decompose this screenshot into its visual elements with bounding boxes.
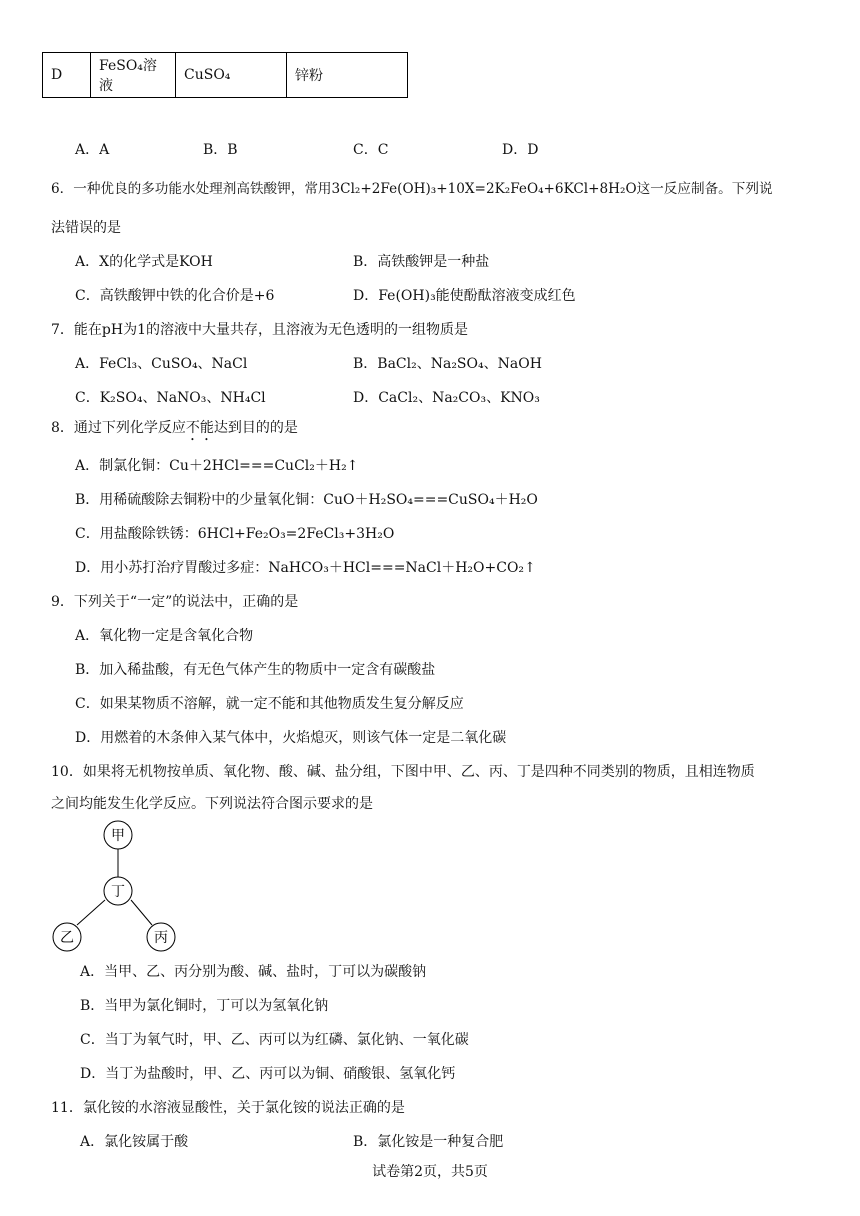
q9-option-c: C．如果某物质不溶解，就一定不能和其他物质发生复分解反应 (75, 696, 464, 712)
q5-option-d: D．D (502, 142, 539, 158)
table-cell-option: D (43, 53, 91, 98)
q10-relation-diagram (48, 818, 188, 958)
table-cell-reagent: 锌粉 (287, 53, 408, 98)
q8-stem-pre: 8．通过下列化学反应 (51, 420, 186, 436)
q6-stem-line2: 法错误的是 (51, 220, 121, 236)
q6-option-c: C．高铁酸钾中铁的化合价是+6 (75, 288, 275, 304)
q11-option-b: B．氯化铵是一种复合肥 (353, 1134, 504, 1150)
q5-option-a: A．A (75, 142, 110, 158)
table-cell-impurity: CuSO₄ (176, 53, 287, 98)
q8-stem-emphasis: 不能 (185, 420, 214, 436)
q6-option-b: B．高铁酸钾是一种盐 (353, 254, 490, 270)
q6-option-a: A．X的化学式是KOH (75, 254, 213, 270)
q9-option-a: A．氧化物一定是含氧化合物 (75, 628, 254, 644)
q11-option-a: A．氯化铵属于酸 (80, 1134, 189, 1150)
q10-option-c: C．当丁为氧气时，甲、乙、丙可以为红磷、氯化钠、一氧化碳 (80, 1032, 469, 1048)
diagram-label-center: 丁 (111, 884, 125, 900)
q9-option-d: D．用燃着的木条伸入某气体中，火焰熄灭，则该气体一定是二氧化碳 (75, 730, 507, 746)
q10-stem-line2: 之间均能发生化学反应。下列说法符合图示要求的是 (51, 796, 373, 812)
q10-option-b: B．当甲为氯化铜时，丁可以为氢氧化钠 (80, 998, 329, 1014)
q8-stem (51, 419, 298, 444)
q5-option-c: C．C (353, 142, 389, 158)
q7-option-c: C．K₂SO₄、NaNO₃、NH₄Cl (75, 390, 266, 406)
q9-stem: 9．下列关于“一定”的说法中，正确的是 (51, 594, 299, 610)
q10-option-a: A．当甲、乙、丙分别为酸、碱、盐时，丁可以为碳酸钠 (80, 964, 427, 980)
diagram-edge-left (77, 900, 105, 925)
q5-option-b: B．B (203, 142, 238, 158)
page-footer: 试卷第2页，共5页 (372, 1164, 488, 1180)
q7-option-d: D．CaCl₂、Na₂CO₃、KNO₃ (353, 390, 540, 406)
q8-option-a: A．制氯化铜：Cu＋2HCl===CuCl₂＋H₂↑ (75, 458, 359, 474)
q8-option-c: C．用盐酸除铁锈：6HCl+Fe₂O₃=2FeCl₃+3H₂O (75, 526, 395, 542)
q9-option-b: B．加入稀盐酸，有无色气体产生的物质中一定含有碳酸盐 (75, 662, 436, 678)
table-cell-substance: FeSO₄溶液 (91, 53, 176, 98)
q7-stem: 7．能在pH为1的溶液中大量共存，且溶液为无色透明的一组物质是 (51, 322, 468, 338)
diagram-edge-right (131, 900, 152, 925)
q6-option-d: D．Fe(OH)₃能使酚酞溶液变成红色 (353, 288, 576, 304)
q8-option-b: B．用稀硫酸除去铜粉中的少量氧化铜：CuO＋H₂SO₄===CuSO₄＋H₂O (75, 492, 538, 508)
q6-stem-line1: 6．一种优良的多功能水处理剂高铁酸钾，常用3Cl₂+2Fe(OH)₃+10X=2K₂FeO₄+6KCl+8H₂O这一反应制备。下列说 (51, 181, 773, 197)
diagram-label-left: 乙 (60, 930, 74, 946)
reagent-table (42, 52, 408, 98)
q8-option-d: D．用小苏打治疗胃酸过多症：NaHCO₃＋HCl===NaCl＋H₂O+CO₂↑ (75, 560, 536, 576)
q11-stem: 11．氯化铵的水溶液显酸性，关于氯化铵的说法正确的是 (51, 1100, 405, 1116)
table-row (43, 53, 408, 98)
diagram-label-top: 甲 (111, 828, 125, 844)
q7-option-b: B．BaCl₂、Na₂SO₄、NaOH (353, 356, 542, 372)
q10-option-d: D．当丁为盐酸时，甲、乙、丙可以为铜、硝酸银、氢氧化钙 (80, 1066, 456, 1082)
q8-stem-post: 达到目的的是 (213, 420, 298, 436)
diagram-label-right: 丙 (154, 930, 168, 946)
q10-stem-line1: 10．如果将无机物按单质、氧化物、酸、碱、盐分组，下图中甲、乙、丙、丁是四种不同类别的物质，且相连物质 (51, 764, 755, 780)
q7-option-a: A．FeCl₃、CuSO₄、NaCl (75, 356, 248, 372)
